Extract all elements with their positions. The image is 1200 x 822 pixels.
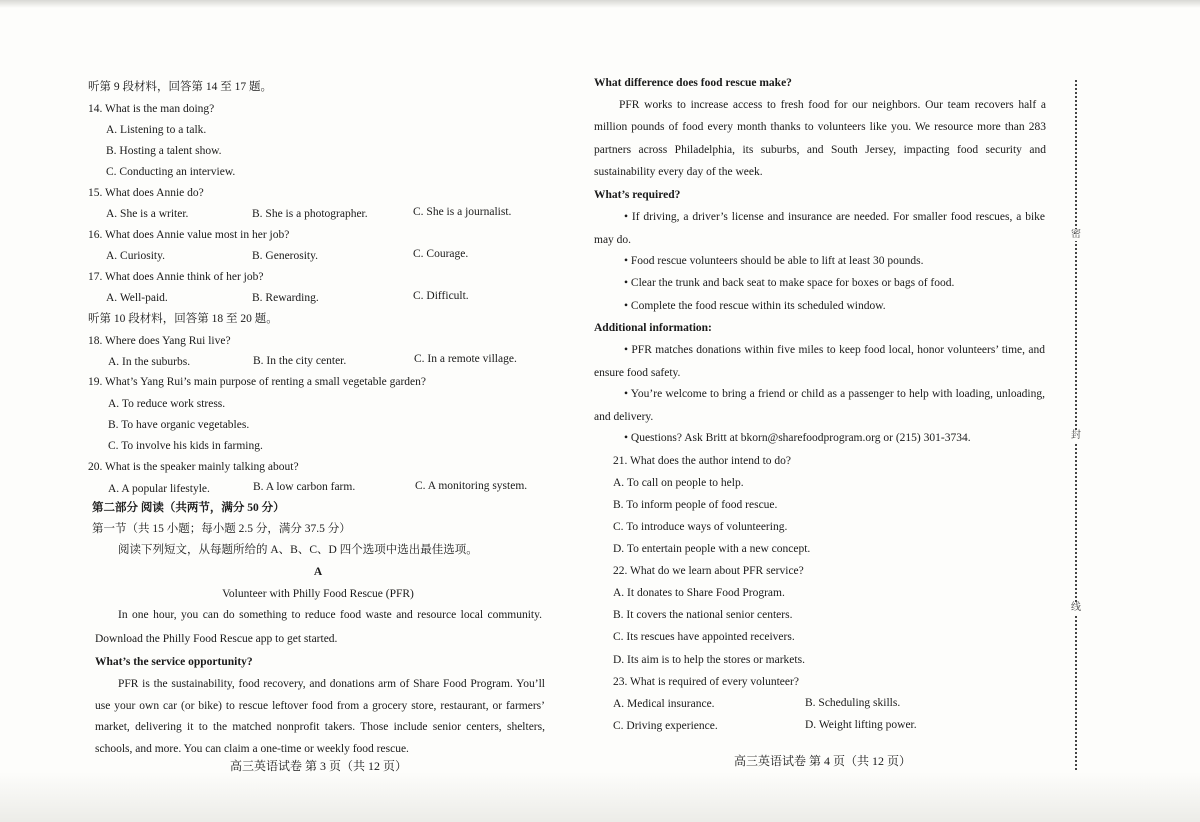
add2-line-1: • You’re welcome to bring a friend or child as a passenger to help with loading, unloading, — [624, 388, 1045, 400]
scan-edge-top — [0, 0, 1200, 8]
q22-option-a: A. It donates to Share Food Program. — [613, 587, 785, 599]
q22-option-d: D. Its aim is to help the stores or markets. — [613, 654, 805, 666]
q17-option-c: C. Difficult. — [413, 290, 469, 302]
add3: • Questions? Ask Britt at bkorn@sharefoodprogram.org or (215) 301-3734. — [624, 432, 971, 444]
difference-para-line-3: partners across Philadelphia, its suburbs, and South Jersey, impacting food security and — [594, 144, 1046, 156]
q19-option-a: A. To reduce work stress. — [108, 398, 226, 410]
req2: • Food rescue volunteers should be able to lift at least 30 pounds. — [624, 255, 924, 267]
intro-line-1: In one hour, you can do something to reduce food waste and resource local community. — [118, 609, 542, 621]
section10-header: 听第 10 段材料，回答第 18 至 20 题。 — [88, 313, 278, 325]
passage-label: A — [313, 566, 323, 578]
q17-option-b: B. Rewarding. — [252, 292, 319, 304]
q14-stem: 14. What is the man doing? — [88, 103, 215, 115]
q16-option-b: B. Generosity. — [252, 250, 319, 262]
q22-option-c: C. Its rescues have appointed receivers. — [613, 631, 795, 643]
difference-para-line-1: PFR works to increase access to fresh food for our neighbors. Our team recovers half a — [619, 99, 1046, 111]
required-heading: What’s required? — [594, 189, 681, 201]
q19-stem: 19. What’s Yang Rui’s main purpose of renting a small vegetable garden? — [88, 376, 427, 388]
passage-title: Volunteer with Philly Food Rescue (PFR) — [222, 588, 414, 600]
q14-option-c: C. Conducting an interview. — [106, 166, 236, 178]
service-para-line-2: use your own car (or bike) to rescue leftover food from a grocery store, restaurant, or farmers’ — [95, 700, 545, 712]
req1-line-1: • If driving, a driver’s license and insurance are needed. For smaller food rescues, a bike — [624, 211, 1045, 223]
margin-mark-feng: 封 — [1071, 430, 1081, 441]
q20-option-c: C. A monitoring system. — [415, 480, 528, 492]
reading-instruction: 阅读下列短文，从每题所给的 A、B、C、D 四个选项中选出最佳选项。 — [118, 544, 478, 556]
section1-header: 第一节（共 15 小题；每小题 2.5 分，满分 37.5 分） — [92, 523, 351, 535]
q18-option-a: A. In the suburbs. — [108, 356, 191, 368]
add2-line-2: and delivery. — [594, 411, 654, 423]
intro-line-2: Download the Philly Food Rescue app to get started. — [95, 633, 338, 645]
q23-option-c: C. Driving experience. — [613, 720, 718, 732]
q18-option-c: C. In a remote village. — [414, 353, 517, 365]
q15-option-a: A. She is a writer. — [106, 208, 189, 220]
add1-line-1: • PFR matches donations within five miles to keep food local, honor volunteers’ time, and — [624, 344, 1045, 356]
q15-option-c: C. She is a journalist. — [413, 206, 512, 218]
service-heading: What’s the service opportunity? — [95, 656, 253, 668]
q15-stem: 15. What does Annie do? — [88, 187, 204, 199]
add1-line-2: ensure food safety. — [594, 367, 681, 379]
q16-stem: 16. What does Annie value most in her job? — [88, 229, 290, 241]
right-page-footer: 高三英语试卷 第 4 页（共 12 页） — [734, 754, 912, 768]
q23-option-b: B. Scheduling skills. — [805, 697, 901, 709]
service-para-line-3: market, delivering it to the matched nonprofit takers. Those include senior centers, shelters, — [95, 721, 545, 733]
q23-option-a: A. Medical insurance. — [613, 698, 715, 710]
q23-option-d: D. Weight lifting power. — [805, 719, 917, 731]
service-para-line-1: PFR is the sustainability, food recovery, and donations arm of Share Food Program. You’ll — [118, 678, 545, 690]
additional-heading: Additional information: — [594, 322, 712, 334]
section9-header: 听第 9 段材料，回答第 14 至 17 题。 — [88, 81, 272, 93]
req4: • Complete the food rescue within its scheduled window. — [624, 300, 886, 312]
margin-mark-mi: 密 — [1071, 229, 1081, 240]
q20-option-b: B. A low carbon farm. — [253, 481, 356, 493]
req3: • Clear the trunk and back seat to make space for boxes or bags of food. — [624, 277, 955, 289]
q18-option-b: B. In the city center. — [253, 355, 347, 367]
q15-option-b: B. She is a photographer. — [252, 208, 368, 220]
q16-option-c: C. Courage. — [413, 248, 469, 260]
q18-stem: 18. Where does Yang Rui live? — [88, 335, 231, 347]
q22-option-b: B. It covers the national senior centers. — [613, 609, 793, 621]
difference-para-line-2: million pounds of food every month thanks to volunteers like you. We resource more than 283 — [594, 121, 1046, 133]
service-para-line-4: schools, and more. You can claim a one-time or weekly food rescue. — [95, 743, 409, 755]
margin-mark-xian: 线 — [1071, 602, 1081, 613]
q21-option-a: A. To call on people to help. — [613, 477, 744, 489]
q20-option-a: A. A popular lifestyle. — [108, 483, 210, 495]
q14-option-b: B. Hosting a talent show. — [106, 145, 222, 157]
binding-dotted-line — [1075, 80, 1077, 770]
q14-option-a: A. Listening to a talk. — [106, 124, 207, 136]
q16-option-a: A. Curiosity. — [106, 250, 165, 262]
difference-heading: What difference does food rescue make? — [594, 77, 792, 89]
q21-option-b: B. To inform people of food rescue. — [613, 499, 778, 511]
q19-option-b: B. To have organic vegetables. — [108, 419, 250, 431]
q21-option-d: D. To entertain people with a new concept. — [613, 543, 811, 555]
req1-line-2: may do. — [594, 234, 632, 246]
q21-stem: 21. What does the author intend to do? — [613, 455, 791, 467]
q23-stem: 23. What is required of every volunteer? — [613, 676, 799, 688]
difference-para-line-4: sustainability every day of the week. — [594, 166, 763, 178]
scan-edge-bottom — [0, 772, 1200, 822]
q17-option-a: A. Well-paid. — [106, 292, 168, 304]
q20-stem: 20. What is the speaker mainly talking about? — [88, 461, 299, 473]
q17-stem: 17. What does Annie think of her job? — [88, 271, 264, 283]
part2-header: 第二部分 阅读（共两节，满分 50 分） — [92, 502, 285, 514]
q19-option-c: C. To involve his kids in farming. — [108, 440, 263, 452]
left-page-footer: 高三英语试卷 第 3 页（共 12 页） — [230, 759, 408, 773]
q21-option-c: C. To introduce ways of volunteering. — [613, 521, 788, 533]
q22-stem: 22. What do we learn about PFR service? — [613, 565, 804, 577]
